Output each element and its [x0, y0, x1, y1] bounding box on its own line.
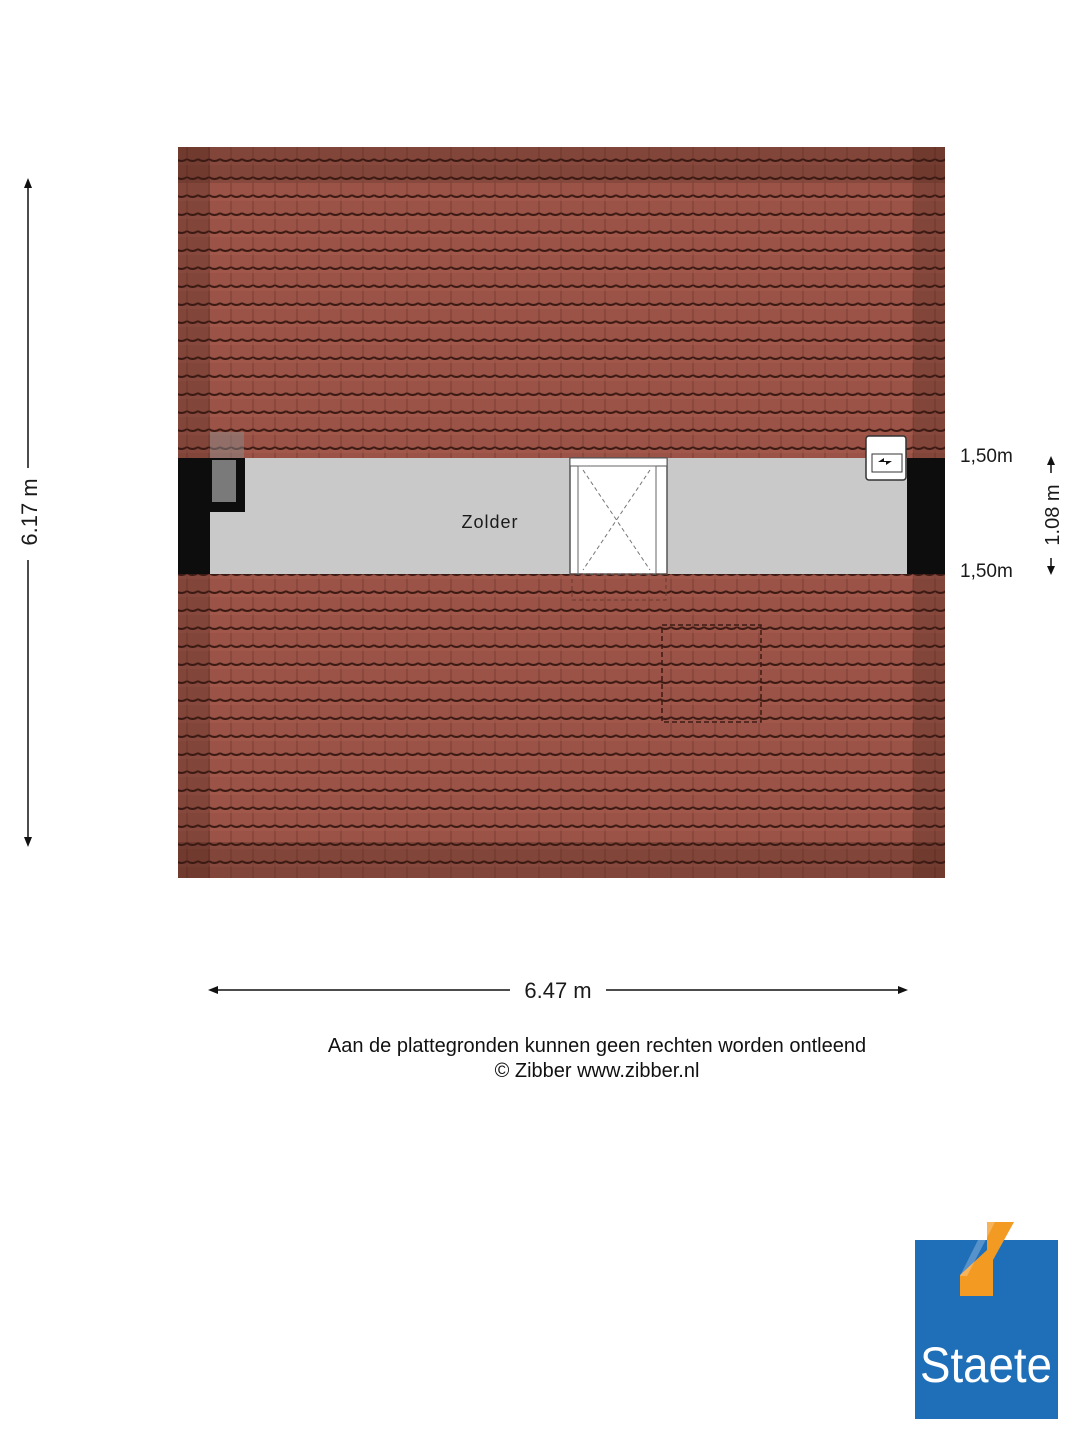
total-width-label: 6.47 m	[524, 978, 592, 1003]
left-wall	[178, 458, 210, 574]
roof-upper	[178, 147, 945, 458]
total-height-label: 6.17 m	[17, 478, 42, 546]
chimney-top	[210, 432, 244, 458]
dimension-total-height	[17, 178, 42, 847]
copyright-text: © Zibber www.zibber.nl	[494, 1060, 700, 1082]
disclaimer-text: Aan de plattegronden kunnen geen rechten worden ontleend	[327, 1035, 867, 1057]
footer	[297, 1034, 897, 1084]
staete-logo	[915, 1222, 1058, 1419]
attic-floor	[178, 458, 945, 574]
inner-height-label: 1.08 m	[1042, 484, 1064, 546]
boiler-icon	[866, 436, 906, 480]
logo-text: Staete	[920, 1337, 1052, 1393]
right-wall	[907, 458, 945, 574]
dimension-total-width	[208, 978, 908, 1003]
roof-lower	[178, 574, 945, 878]
room-label: Zolder	[461, 512, 519, 532]
dimension-inner-height	[1042, 456, 1064, 575]
upper-wall-height-label: 1,50m	[960, 446, 1013, 467]
chimney-flue	[212, 460, 236, 502]
lower-wall-height-label: 1,50m	[960, 561, 1013, 582]
